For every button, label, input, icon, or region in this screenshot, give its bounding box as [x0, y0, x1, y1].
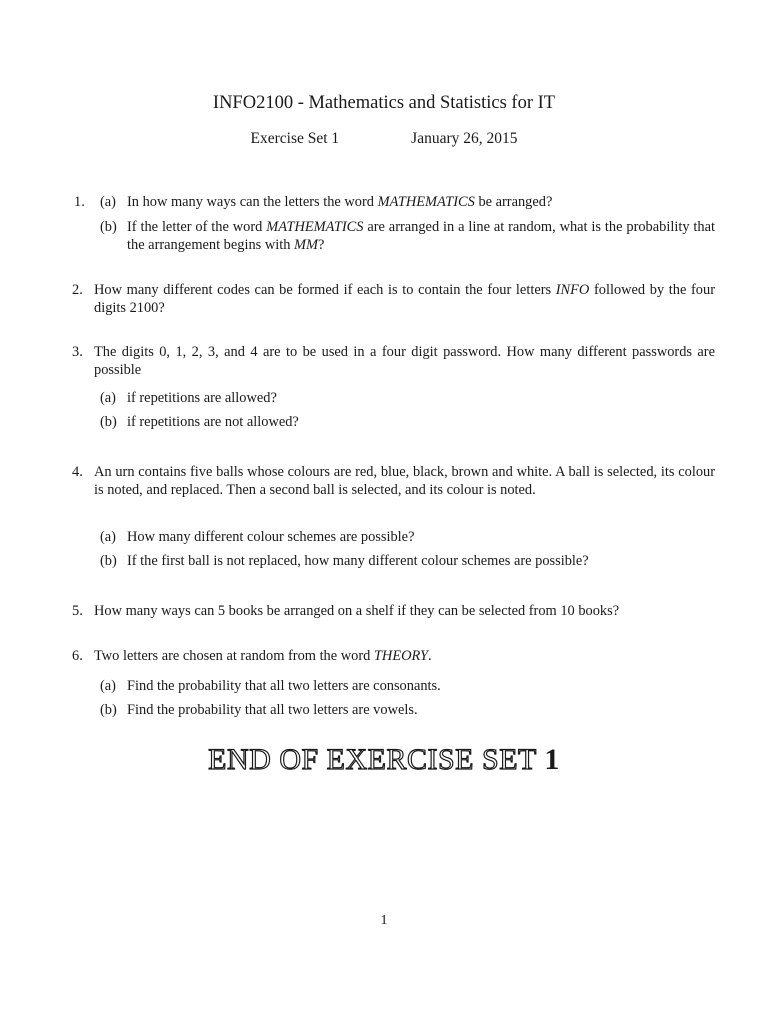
question-4 [72, 463, 715, 499]
page-number: 1 [380, 913, 388, 928]
question-number: 6. [72, 648, 83, 664]
question-2 [72, 281, 715, 317]
question-3-part-a [94, 389, 715, 407]
part-text: In how many ways can the letters the word [127, 194, 378, 210]
part-text: be arranged? [474, 194, 553, 210]
math-word: INFO [555, 282, 590, 298]
part-label: (b) [100, 553, 117, 569]
end-of-exercise-heading [0, 743, 768, 777]
question-number: 5. [72, 603, 83, 619]
question-4-part-a [94, 528, 715, 546]
question-number: 3. [72, 344, 83, 360]
question-6-part-a [94, 677, 715, 695]
end-number: 1 [544, 743, 560, 776]
part-label: (a) [100, 194, 116, 210]
part-label: (a) [100, 678, 116, 694]
question-text: An urn contains five balls whose colours are red, blue, black, brown and white. A ball is selected, its colour is noted, and replaced. Then a second ball is selected, and its colour is noted. [94, 464, 715, 498]
question-5 [72, 602, 715, 620]
math-word: MATHEMATICS [377, 194, 475, 210]
part-text: are arranged in a line at random, what is the probability that the arrangement begins with [127, 219, 715, 253]
end-text: END OF EXERCISE SET [208, 743, 537, 776]
question-text: followed by the four digits 2100? [94, 282, 715, 316]
question-text: The digits 0, 1, 2, 3, and 4 are to be used in a four digit password. How many different passwords are possible [94, 344, 715, 378]
date-label: January 26, 2015 [411, 130, 518, 147]
math-word: THEORY [373, 648, 429, 664]
part-text: if repetitions are not allowed? [127, 414, 299, 430]
subtitle [0, 130, 768, 148]
question-3-part-b [94, 413, 715, 431]
part-label: (b) [100, 702, 117, 718]
question-4-part-b [94, 552, 715, 570]
question-6-part-b [94, 701, 715, 719]
question-1-part-b [94, 218, 715, 254]
part-label: (a) [100, 390, 116, 406]
page-title: INFO2100 - Mathematics and Statistics for IT [212, 93, 556, 113]
question-number: 4. [72, 464, 83, 480]
part-text: ? [318, 237, 325, 253]
part-label: (b) [100, 414, 117, 430]
math-word: MATHEMATICS [266, 219, 364, 235]
question-text: How many ways can 5 books be arranged on a shelf if they can be selected from 10 books? [94, 603, 620, 619]
question-3 [72, 343, 715, 379]
question-1-number: 1. [74, 194, 85, 210]
part-text: If the letter of the word [127, 219, 267, 235]
part-text: If the first ball is not replaced, how many different colour schemes are possible? [127, 553, 589, 569]
part-text: if repetitions are allowed? [127, 390, 277, 406]
part-label: (a) [100, 529, 116, 545]
question-text: Two letters are chosen at random from the word [94, 648, 374, 664]
math-word: MM [294, 237, 319, 253]
question-1-part-a [74, 193, 715, 211]
question-6 [72, 647, 715, 665]
part-text: How many different colour schemes are possible? [127, 529, 415, 545]
question-text: . [428, 648, 432, 664]
question-number: 2. [72, 282, 83, 298]
part-label: (b) [100, 219, 117, 235]
exercise-label: Exercise Set 1 [250, 130, 340, 147]
part-text: Find the probability that all two letters are consonants. [127, 678, 441, 694]
question-text: How many different codes can be formed if each is to contain the four letters [94, 282, 556, 298]
part-text: Find the probability that all two letters are vowels. [127, 702, 418, 718]
